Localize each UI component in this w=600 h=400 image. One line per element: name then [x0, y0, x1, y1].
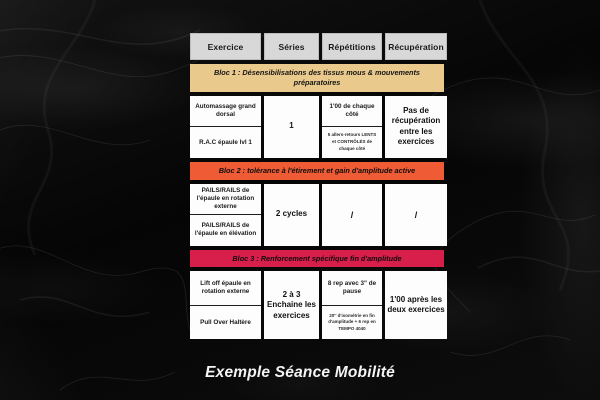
series-value: 1	[289, 121, 294, 131]
repetitions-value: 1'00 de chaque côté	[329, 103, 375, 118]
exercise-item	[190, 126, 261, 158]
exercise-label: Lift off épaule en rotation externe	[200, 280, 251, 296]
repetitions-note-text: 20'' d'isométrie en fin d'amplitude + 6 rep en TEMPO 4040	[328, 312, 376, 331]
recuperation-value: 1'00 après les deux exercices	[387, 294, 445, 315]
column-header-exercice: Exercice	[190, 33, 261, 60]
exercise-item	[190, 271, 261, 305]
cell-recuperation-block1	[385, 96, 447, 158]
table-header-row	[190, 33, 444, 60]
cell-exercices-block3	[190, 271, 261, 339]
recuperation-value: Pas de récupération entre les exercices	[391, 105, 441, 147]
column-header-recuperation: Récupération	[385, 33, 447, 60]
repetitions-value: 8 rep avec 3" de pause	[327, 280, 377, 296]
cell-series-block1	[264, 96, 319, 158]
table-row	[190, 184, 444, 246]
cell-repetitions-block3	[322, 271, 382, 339]
block-banner-2: Bloc 2 : tolérance à l'étirement et gain d'amplitude active	[190, 162, 444, 180]
cell-series-block3	[264, 271, 319, 339]
cell-recuperation-block2	[385, 184, 447, 246]
exercise-label: PAILS/RAILS de l'épaule en rotation externe	[196, 186, 255, 210]
cell-repetitions-block1	[322, 96, 382, 158]
exercise-item	[190, 184, 261, 215]
repetitions-main	[322, 271, 382, 305]
repetitions-note	[322, 126, 382, 158]
page-title: Exemple Séance Mobilité	[205, 364, 395, 381]
column-header-series: Séries	[264, 33, 319, 60]
cell-exercices-block1	[190, 96, 261, 158]
exercise-label: Pull Over Haltère	[200, 318, 251, 326]
series-value: 2 cycles	[275, 209, 308, 219]
block-banner-1: Bloc 1 : Désensibilisations des tissus mous & mouvements préparatoires	[190, 64, 444, 92]
table-row	[190, 96, 444, 158]
workout-table	[190, 33, 444, 339]
series-value: 2 à 3 Enchaine les exercices	[267, 289, 316, 320]
recuperation-value: /	[414, 209, 418, 220]
repetitions-note	[322, 305, 382, 340]
cell-recuperation-block3	[385, 271, 447, 339]
exercise-item	[190, 305, 261, 340]
exercise-label: Automassage grand dorsal	[195, 103, 256, 118]
block-banner-3: Bloc 3 : Renforcement spécifique fin d'amplitude	[190, 250, 444, 268]
table-row	[190, 271, 444, 339]
exercise-item	[190, 96, 261, 127]
repetitions-main	[322, 96, 382, 127]
exercise-label: PAILS/RAILS de l'épaule en élévation	[194, 222, 257, 238]
repetitions-value: /	[350, 209, 354, 220]
cell-repetitions-block2	[322, 184, 382, 246]
column-header-repetitions: Répétitions	[322, 33, 382, 60]
cell-series-block2	[264, 184, 319, 246]
exercise-label: R.A.C épaule lvl 1	[199, 138, 252, 146]
repetitions-note-text: 5 allers-retours LENTS et CONTRÔLÉS de chaque côté	[327, 132, 377, 151]
exercise-item	[190, 214, 261, 246]
cell-exercices-block2	[190, 184, 261, 246]
